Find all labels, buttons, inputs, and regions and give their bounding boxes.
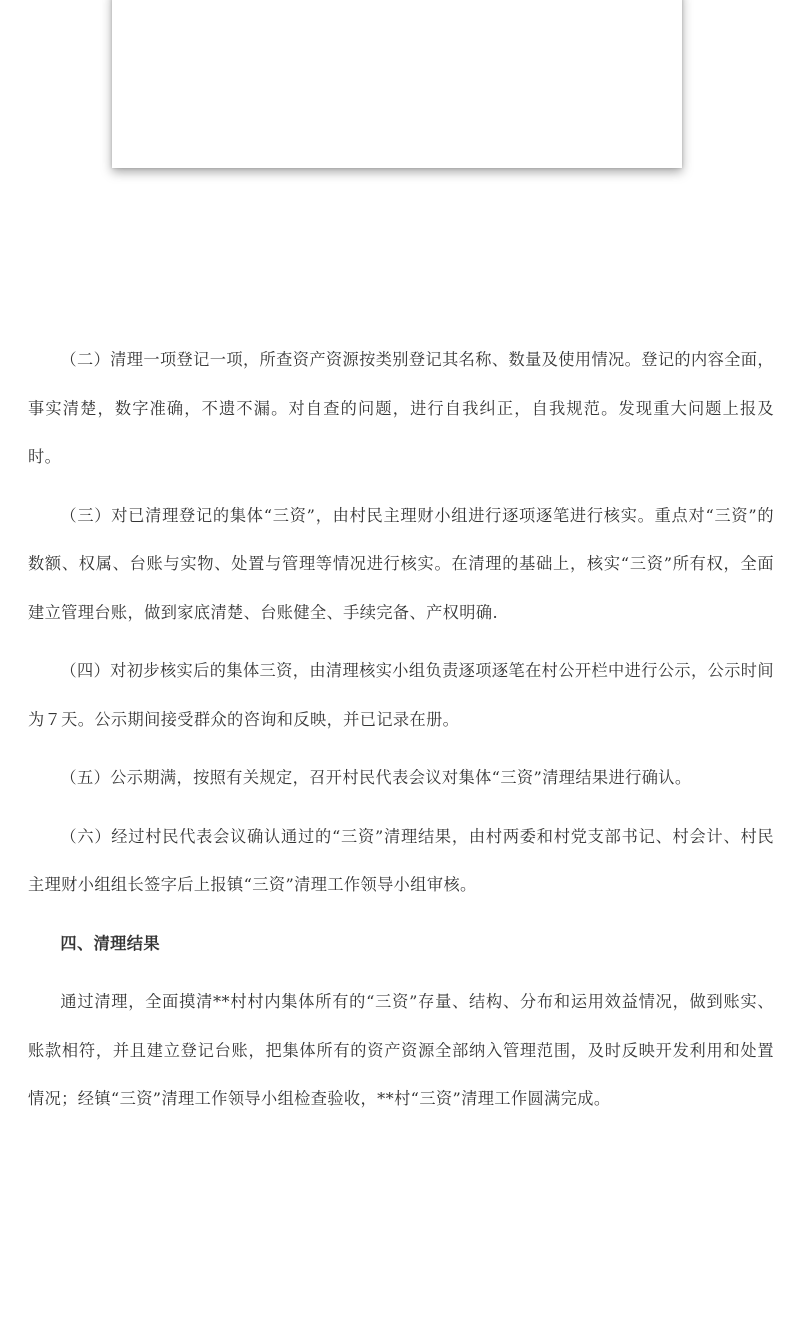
paragraph-item-6: （六）经过村民代表会议确认通过的“三资”清理结果，由村两委和村党支部书记、村会计、村民主理财小组组长签字后上报镇“三资”清理工作领导小组审核。 xyxy=(28,826,774,894)
conclusion-paragraph: 通过清理，全面摸清**村村内集体所有的“三资”存量、结构、分布和运用效益情况，做到账实、账款相符，并且建立登记台账，把集体所有的资产资源全部纳入管理范围，及时反映开发利用和处置情况；经镇“三资”清理工作领导小组检查验收，**村“三资”清理工作圆满完成。 xyxy=(28,992,774,1108)
paragraph-item-5: （五）公示期满，按照有关规定，召开村民代表会议对集体“三资”清理结果进行确认。 xyxy=(60,768,692,787)
section-heading: 四、清理结果 xyxy=(60,933,160,953)
paragraph-item-2: （二）清理一项登记一项，所查资产资源按类别登记其名称、数量及使用情况。登记的内容全面，事实清楚，数字准确，不遗不漏。对自查的问题，进行自我纠正，自我规范。发现重大问题上报及时。 xyxy=(28,350,774,466)
document-preview-card xyxy=(112,0,682,168)
paragraph-item-4: （四）对初步核实后的集体三资，由清理核实小组负责逐项逐笔在村公开栏中进行公示，公示时间为７天。公示期间接受群众的咨询和反映，并已记录在册。 xyxy=(28,661,774,729)
paragraph-item-3: （三）对已清理登记的集体“三资”，由村民主理财小组进行逐项逐笔进行核实。重点对“三资”的数额、权属、台账与实物、处置与管理等情况进行核实。在清理的基础上，核实“三资”所有权，全面建立管理台账，做到家底清楚、台账健全、手续完备、产权明确. xyxy=(28,505,774,622)
document-body xyxy=(28,336,774,1124)
